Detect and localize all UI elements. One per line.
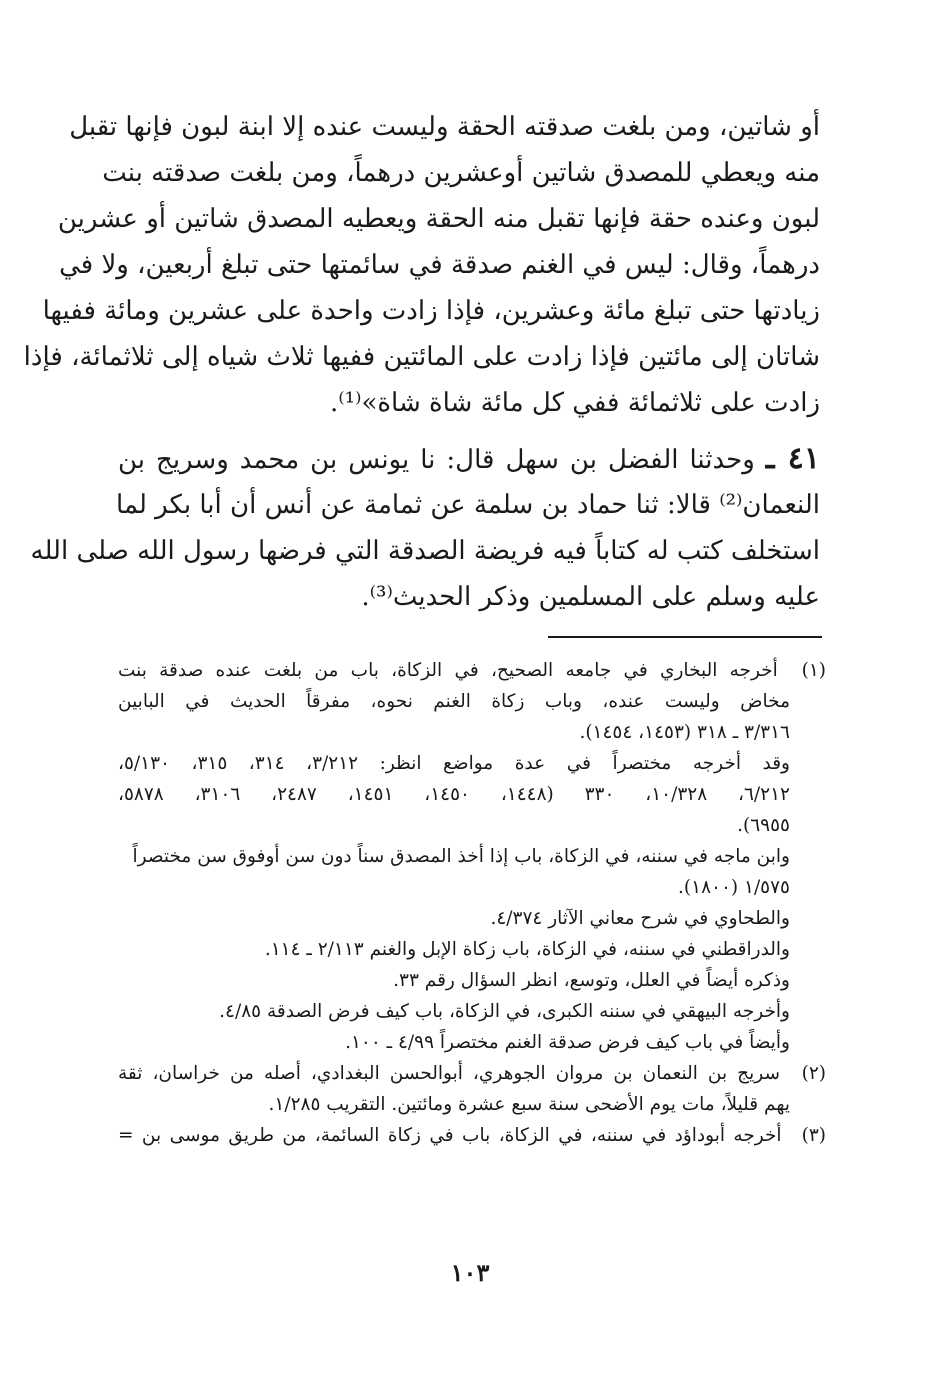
footnote-1-line: وابن ماجه في سننه، في الزكاة، باب إذا أخذ المصدق سناً دون سن أوفوق سن مختصراً — [132, 846, 790, 867]
footnote-marker: (٢) — [801, 1063, 826, 1084]
footnote-1-line — [118, 655, 826, 686]
main-text-paragraph-2 — [30, 436, 821, 620]
footnote-1-line: ١/٥٧٥ (١٨٠٠). — [678, 877, 790, 898]
footnote-2-line: يهم قليلاً، مات يوم الأضحى سنة سبع عشرة ومائتين. التقريب ١/٢٨٥. — [268, 1094, 790, 1115]
text-line: درهماً، وقال: ليس في الغنم صدقة في سائمتها حتى تبلغ أربعين، ولا في — [59, 250, 820, 280]
hadith-number: ٤١ ـ — [765, 441, 821, 476]
text-line: استخلف كتب له كتاباً فيه فريضة الصدقة التي فرضها رسول الله صلى الله — [30, 536, 820, 566]
footnote-1-line: وأخرجه البيهقي في سننه الكبرى، في الزكاة، باب كيف فرض الصدقة ٤/٨٥. — [219, 1001, 790, 1022]
footnote-1-line: وذكره أيضاً في العلل، وتوسع، انظر السؤال رقم ٣٣. — [393, 970, 790, 991]
footnotes — [118, 655, 826, 1151]
text-line: شاتان إلى مائتين فإذا زادت على المائتين ففيها ثلاث شياه إلى ثلاثمائة، فإذا — [23, 342, 820, 372]
footnote-marker: (٣) — [801, 1125, 826, 1146]
text-line: لبون وعنده حقة فإنها تقبل منه الحقة ويعطيه المصدق شاتين أو عشرين — [57, 204, 820, 234]
footnote-1-line: ٣/٣١٦ ـ ٣١٨ (١٤٥٣، ١٤٥٤). — [579, 722, 790, 743]
text-line: زادت على ثلاثمائة ففي كل مائة شاة شاة»⁽¹⁾. — [330, 388, 820, 418]
footnote-2-line — [118, 1058, 826, 1089]
footnote-1-line: والطحاوي في شرح معاني الآثار ٤/٣٧٤. — [490, 908, 790, 929]
page-number: ١٠٣ — [450, 1258, 490, 1287]
text-line: عليه وسلم على المسلمين وذكر الحديث⁽³⁾. — [361, 582, 820, 612]
footnote-separator — [548, 636, 822, 638]
footnote-3-line — [118, 1120, 826, 1151]
footnote-text: أخرجه أبوداؤد في سننه، في الزكاة، باب في زكاة السائمة، من طريق موسى بن = — [118, 1125, 782, 1146]
footnote-1-line: وأيضاً في باب كيف فرض صدقة الغنم مختصراً ٤/٩٩ ـ ١٠٠. — [345, 1032, 790, 1053]
text-line: زيادتها حتى تبلغ مائة وعشرين، فإذا زادت واحدة على عشرين ومائة ففيها — [42, 296, 820, 326]
text-line: أو شاتين، ومن بلغت صدقته الحقة وليست عنده إلا ابنة لبون فإنها تقبل — [69, 112, 820, 142]
main-text-paragraph-1 — [23, 104, 820, 426]
footnote-1-line: ٦٩٥٥). — [737, 815, 790, 836]
text-line: النعمان⁽²⁾ قالا: ثنا حماد بن سلمة عن ثمامة عن أنس أن أبا بكر لما — [116, 490, 820, 520]
text-line: منه ويعطي للمصدق شاتين أوعشرين درهماً، ومن بلغت صدقته بنت — [102, 158, 820, 188]
footnote-text: أخرجه البخاري في جامعه الصحيح، في الزكاة، باب من بلغت عنده صدقة بنت — [118, 660, 778, 681]
footnote-1-line: والدراقطني في سننه، في الزكاة، باب زكاة الإبل والغنم ٢/١١٣ ـ ١١٤. — [264, 939, 790, 960]
footnote-1-line: مخاض وليست عنده، وباب زكاة الغنم نحوه، مفرقاً الحديث في البابين — [118, 691, 790, 712]
footnote-1-line: ٦/٢١٢، ١٠/٣٢٨، ٣٣٠ (١٤٤٨، ١٤٥٠، ١٤٥١، ٢٤٨٧، ٣١٠٦، ٥٨٧٨، — [118, 784, 790, 805]
hadith-first-line — [118, 436, 820, 482]
text-line: وحدثنا الفضل بن سهل قال: نا يونس بن محمد وسريج بن — [118, 445, 755, 475]
footnote-1-line: وقد أخرجه مختصراً في عدة مواضع انظر: ٣/٢١٢، ٣١٤، ٣١٥، ٥/١٣٠، — [118, 753, 790, 774]
footnote-text: سريج بن النعمان بن مروان الجوهري، أبوالحسن البغدادي، أصله من خراسان، ثقة — [118, 1063, 780, 1084]
footnote-marker: (١) — [801, 660, 826, 681]
